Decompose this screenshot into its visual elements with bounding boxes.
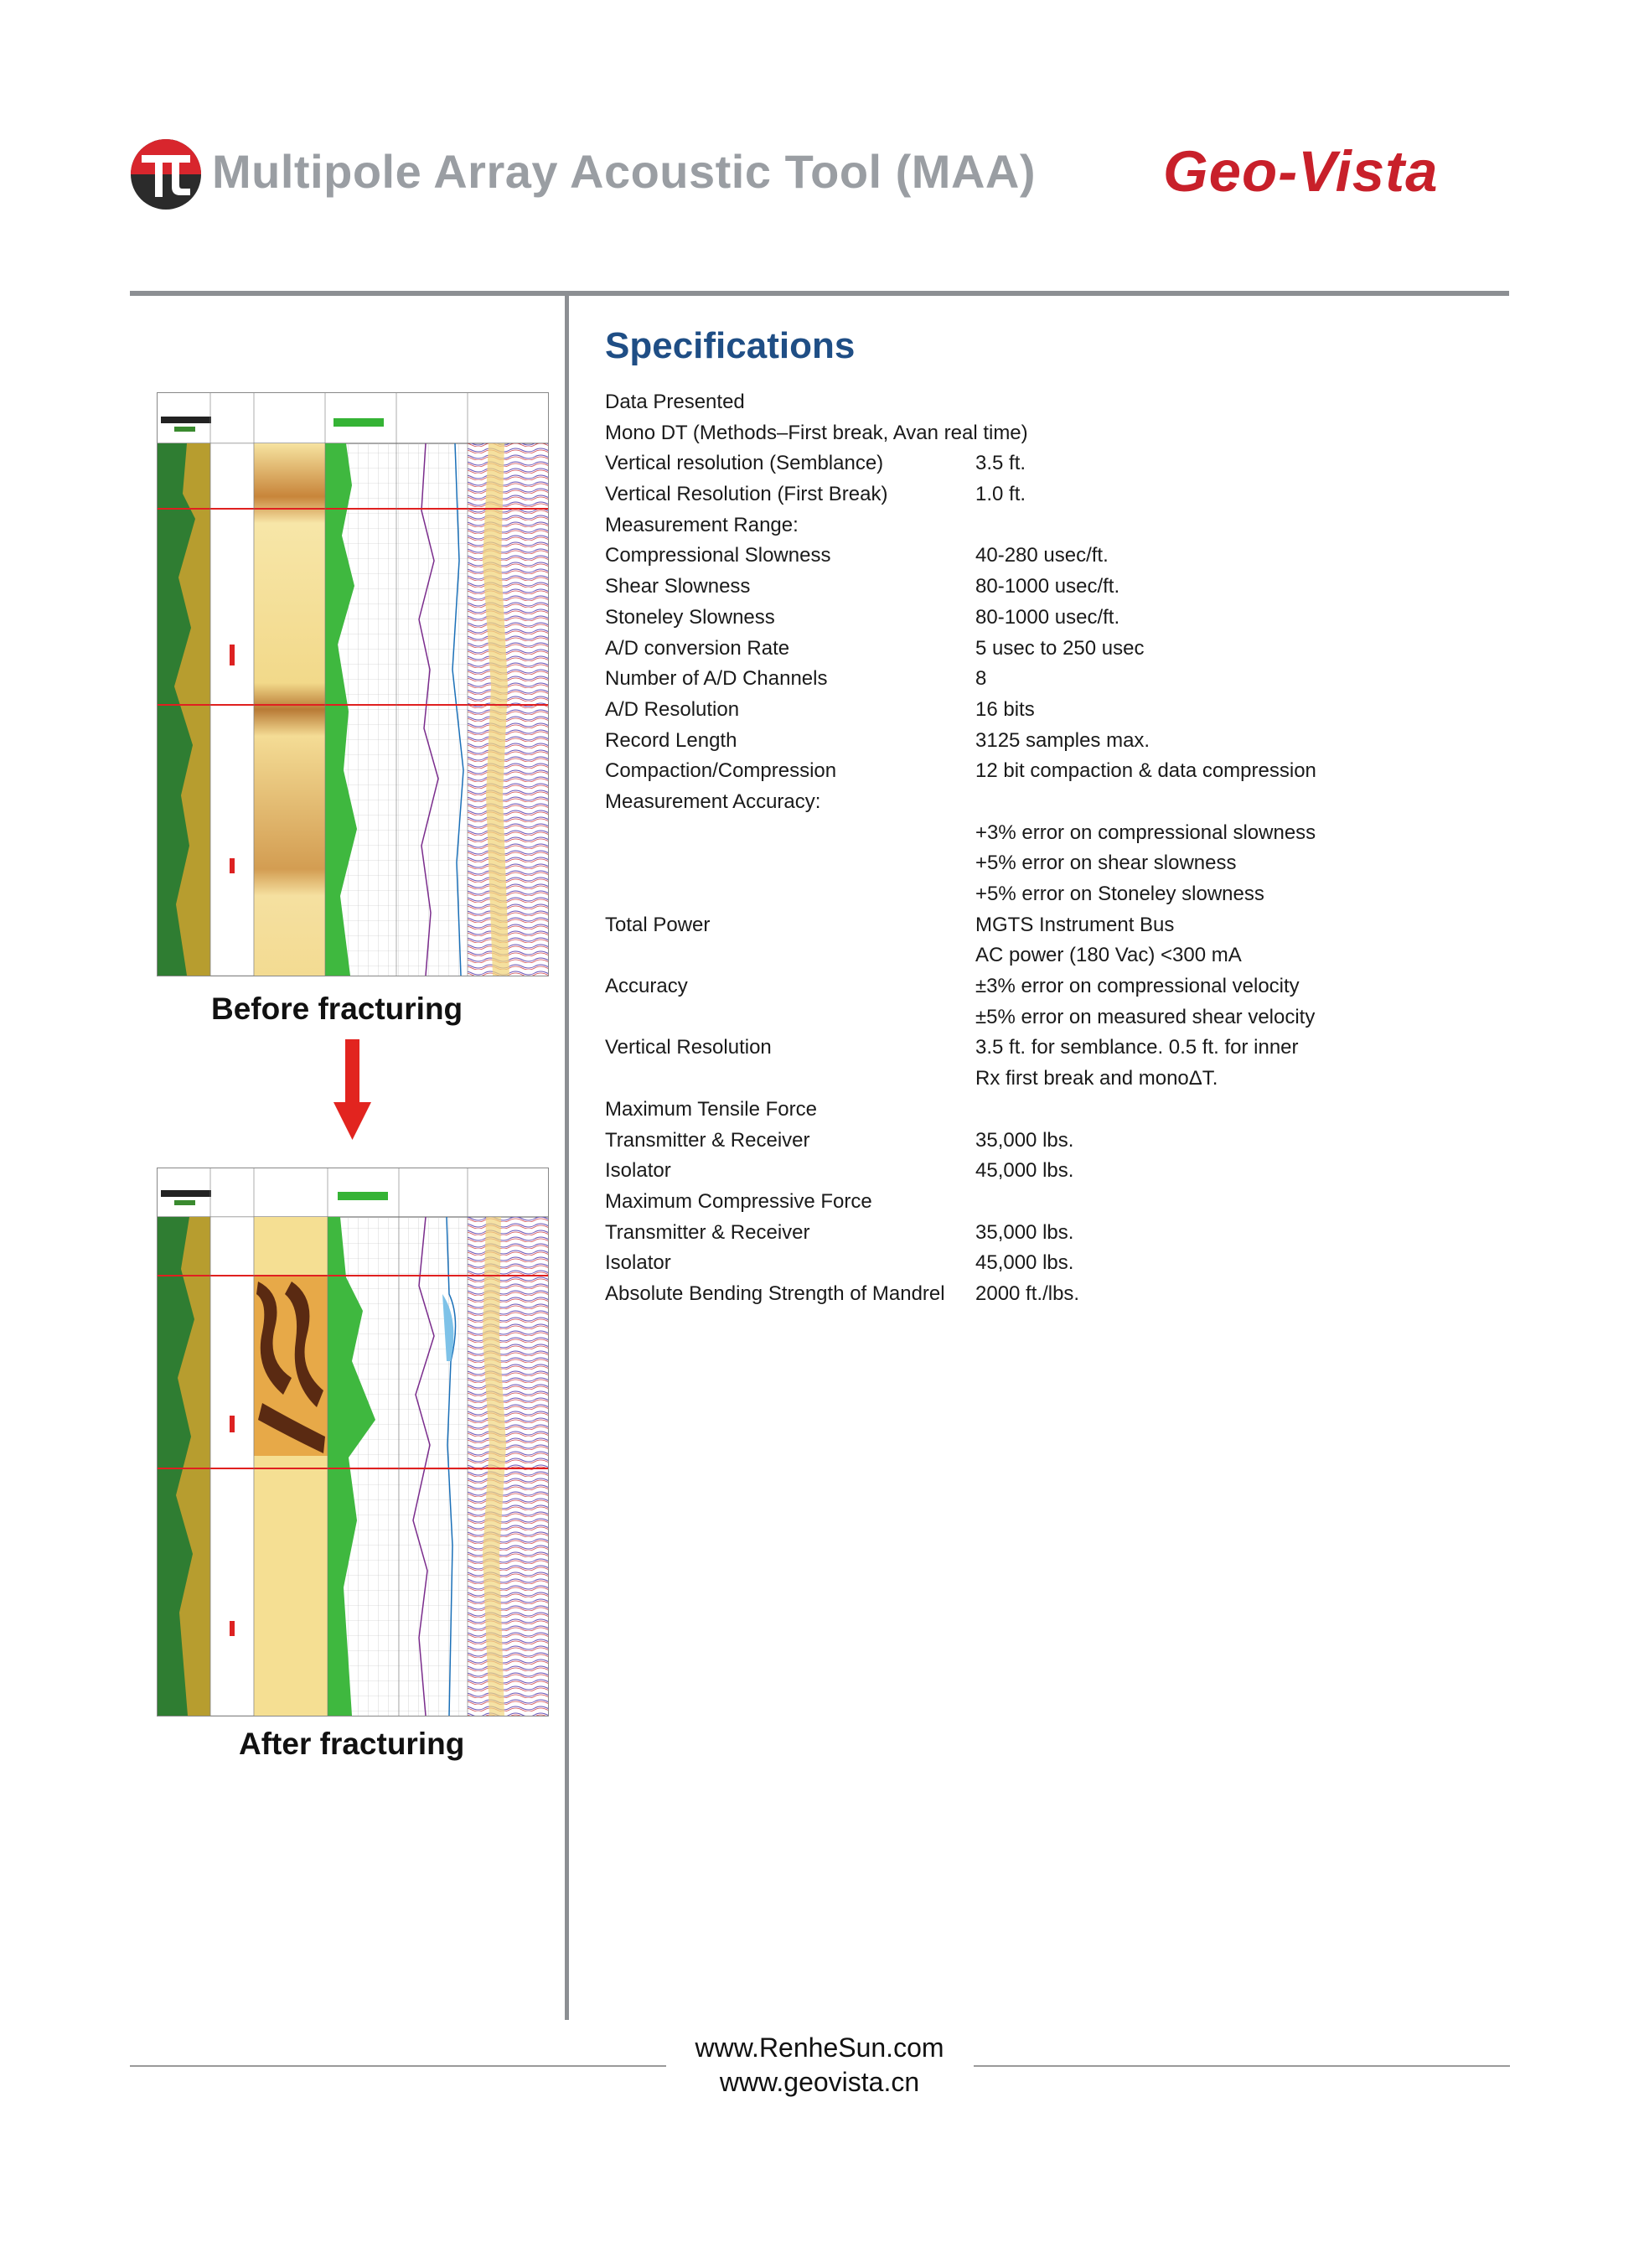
spec-row <box>605 756 1493 787</box>
spec-label: Vertical resolution (Semblance) <box>605 452 884 475</box>
spec-label: Measurement Range: <box>605 513 799 536</box>
spec-label: Maximum Compressive Force <box>605 1189 872 1213</box>
spec-row <box>605 418 1493 449</box>
after-fracturing-log-image <box>157 1168 549 1717</box>
spec-row <box>605 1002 1493 1033</box>
spec-row <box>605 1218 1493 1249</box>
brand-logo: Geo-Vista <box>1163 139 1439 204</box>
spec-value: 35,000 lbs. <box>975 1128 1074 1152</box>
spec-row <box>605 1095 1493 1126</box>
spec-label: Isolator <box>605 1251 671 1275</box>
spec-row <box>605 1156 1493 1187</box>
spec-value: ±3% error on compressional velocity <box>975 975 1300 998</box>
spec-row <box>605 664 1493 695</box>
spec-label: Vertical Resolution <box>605 1036 772 1059</box>
spec-label: Accuracy <box>605 975 688 998</box>
spec-label: Mono DT (Methods–First break, Avan real time) <box>605 421 1028 444</box>
spec-value: 80-1000 usec/ft. <box>975 605 1120 629</box>
spec-label: Compaction/Compression <box>605 759 837 783</box>
spec-label: Absolute Bending Strength of Mandrel <box>605 1282 945 1305</box>
spec-value: 1.0 ft. <box>975 483 1026 506</box>
spec-row <box>605 387 1493 418</box>
header-divider <box>130 291 1509 296</box>
spec-value: +5% error on shear slowness <box>975 852 1237 875</box>
spec-value: 12 bit compaction & data compression <box>975 759 1316 783</box>
after-fracturing-caption: After fracturing <box>239 1727 465 1761</box>
spec-label: Transmitter & Receiver <box>605 1128 810 1152</box>
spec-row <box>605 726 1493 757</box>
before-fracturing-caption: Before fracturing <box>211 992 463 1026</box>
spec-label: A/D Resolution <box>605 697 740 721</box>
spec-label: Shear Slowness <box>605 575 751 598</box>
spec-value: 35,000 lbs. <box>975 1220 1074 1244</box>
spec-value: 40-280 usec/ft. <box>975 544 1109 567</box>
spec-value: 3125 samples max. <box>975 728 1150 752</box>
spec-row <box>605 695 1493 726</box>
spec-row <box>605 1033 1493 1064</box>
spec-label: Data Presented <box>605 391 745 413</box>
spec-value: 2000 ft./lbs. <box>975 1282 1080 1305</box>
spec-row <box>605 572 1493 603</box>
spec-label: Transmitter & Receiver <box>605 1220 810 1244</box>
spec-row <box>605 510 1493 541</box>
before-fracturing-log-image <box>157 392 549 976</box>
spec-label: Vertical Resolution (First Break) <box>605 483 888 506</box>
spec-row <box>605 1248 1493 1279</box>
spec-label: Number of A/D Channels <box>605 667 828 691</box>
spec-row <box>605 603 1493 634</box>
spec-value: MGTS Instrument Bus <box>975 913 1175 936</box>
spec-row <box>605 1279 1493 1310</box>
spec-label: Measurement Accuracy: <box>605 790 821 813</box>
spec-row <box>605 910 1493 941</box>
spec-value: Rx first break and monoΔT. <box>975 1067 1218 1090</box>
spec-value: 16 bits <box>975 697 1035 721</box>
spec-row <box>605 940 1493 971</box>
spec-label: Record Length <box>605 728 737 752</box>
spec-label: Compressional Slowness <box>605 544 831 567</box>
specifications-table <box>605 387 1493 1310</box>
spec-row <box>605 541 1493 572</box>
spec-row <box>605 479 1493 510</box>
spec-value: 5 usec to 250 usec <box>975 636 1145 660</box>
spec-row <box>605 818 1493 849</box>
spec-row <box>605 1187 1493 1218</box>
spec-label: Total Power <box>605 913 711 936</box>
spec-row <box>605 787 1493 818</box>
specifications-heading: Specifications <box>605 325 856 366</box>
spec-value: AC power (180 Vac) <300 mA <box>975 944 1242 967</box>
spec-value: +5% error on Stoneley slowness <box>975 883 1264 905</box>
company-logo-icon <box>130 138 202 210</box>
spec-value: 80-1000 usec/ft. <box>975 575 1120 598</box>
spec-value: 3.5 ft. <box>975 452 1026 475</box>
spec-label: Stoneley Slowness <box>605 605 775 629</box>
spec-row <box>605 848 1493 879</box>
spec-row <box>605 879 1493 910</box>
footer-website-link[interactable]: www.geovista.cn <box>719 2067 920 2097</box>
spec-value: 45,000 lbs. <box>975 1251 1074 1275</box>
spec-value: +3% error on compressional slowness <box>975 821 1316 844</box>
column-divider <box>565 296 569 2020</box>
spec-value: 3.5 ft. for semblance. 0.5 ft. for inner <box>975 1036 1299 1059</box>
spec-row <box>605 1064 1493 1095</box>
spec-row <box>605 1126 1493 1157</box>
document-title: Multipole Array Acoustic Tool (MAA) <box>212 145 1036 198</box>
spec-label: Isolator <box>605 1159 671 1183</box>
spec-row <box>605 634 1493 665</box>
spec-row <box>605 448 1493 479</box>
spec-value: 45,000 lbs. <box>975 1159 1074 1183</box>
spec-value: ±5% error on measured shear velocity <box>975 1005 1316 1028</box>
spec-label: Maximum Tensile Force <box>605 1097 817 1121</box>
down-arrow-icon <box>333 1039 371 1140</box>
spec-value: 8 <box>975 667 987 691</box>
spec-row <box>605 971 1493 1002</box>
spec-label: A/D conversion Rate <box>605 636 790 660</box>
footer-website-link[interactable]: www.RenheSun.com <box>695 2032 944 2063</box>
